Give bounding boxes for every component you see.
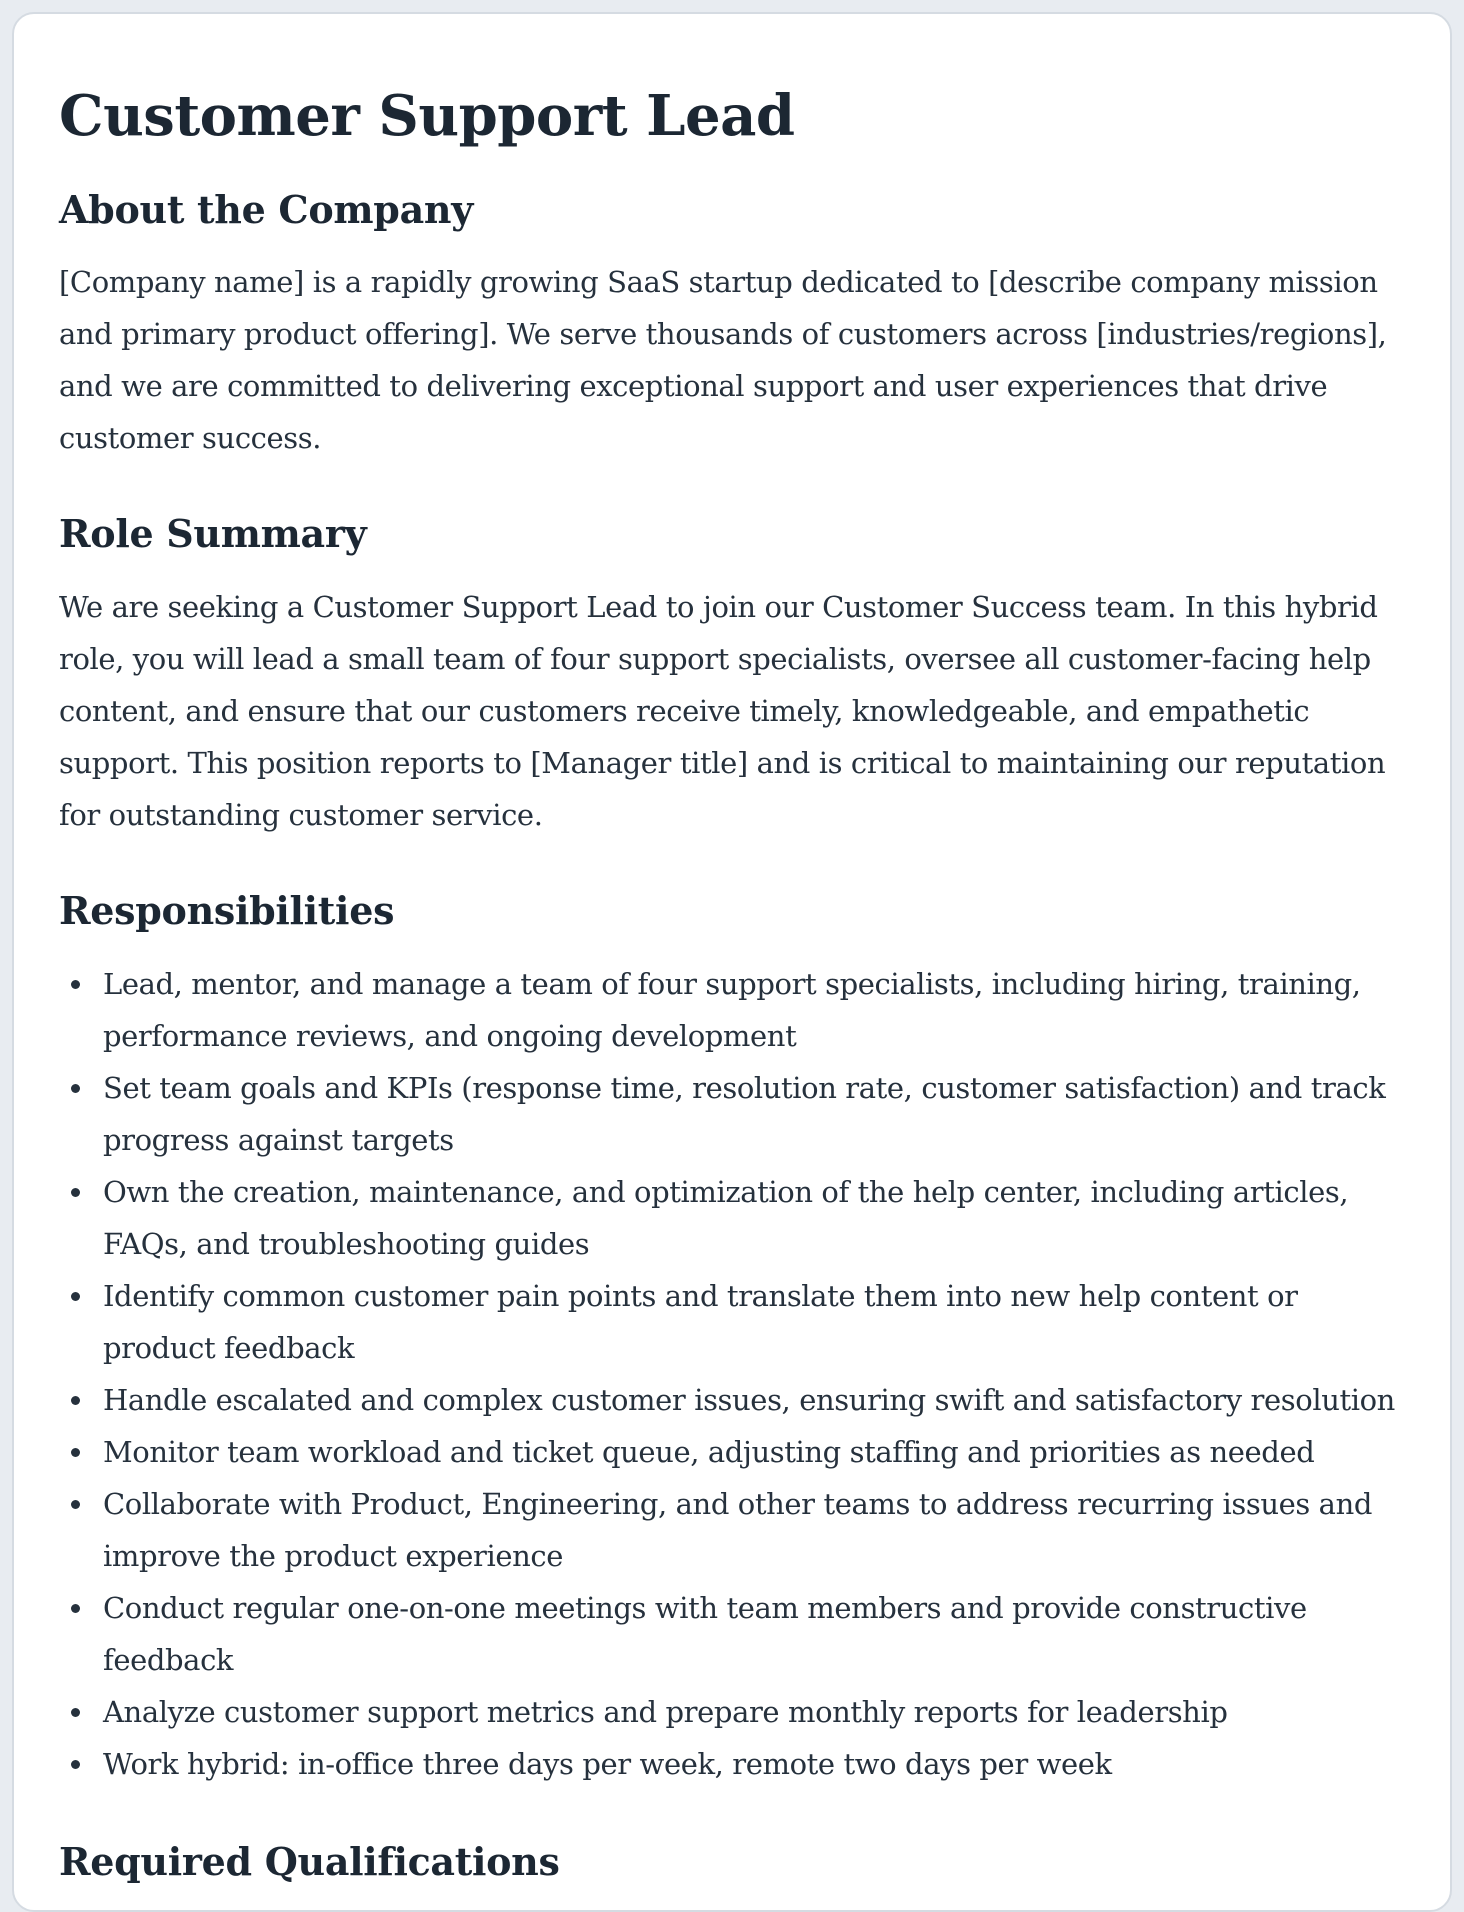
about-paragraph: [Company name] is a rapidly growing SaaS startup dedicated to [describe company mission and primary product offering]. We serve thousands of customers across [industries/regions], and we are committed to delivering exceptional support and user experiences that drive customer success.	[59, 265, 1387, 455]
section-heading-required-qualifications: Required Qualifications	[59, 1839, 560, 1884]
list-item: Lead, mentor, and manage a team of four support specialists, including hiring, training, performance reviews, and ongoing development	[103, 958, 1406, 1062]
list-item: Set team goals and KPIs (response time, resolution rate, customer satisfaction) and track progress against targets	[103, 1062, 1406, 1166]
page-title: Customer Support Lead	[59, 83, 795, 149]
list-item: Collaborate with Product, Engineering, and other teams to address recurring issues and improve the product experience	[103, 1478, 1406, 1582]
section-heading-role-summary: Role Summary	[59, 511, 367, 556]
section-heading-responsibilities: Responsibilities	[59, 888, 395, 933]
list-item: Analyze customer support metrics and prepare monthly reports for leadership	[103, 1686, 1406, 1738]
section-heading-about: About the Company	[59, 187, 473, 232]
job-description-card	[12, 12, 1452, 1912]
list-item: Monitor team workload and ticket queue, adjusting staffing and priorities as needed	[103, 1426, 1406, 1478]
list-item: Own the creation, maintenance, and optimization of the help center, including articles, FAQs, and troubleshooting guides	[103, 1166, 1406, 1270]
list-item: Work hybrid: in-office three days per week, remote two days per week	[103, 1738, 1406, 1790]
list-item: Handle escalated and complex customer issues, ensuring swift and satisfactory resolution	[103, 1374, 1406, 1426]
responsibilities-list	[59, 958, 1406, 1790]
role-summary-paragraph: We are seeking a Customer Support Lead to join our Customer Success team. In this hybrid role, you will lead a small team of four support specialists, oversee all customer-facing help content, and ensure that our customers receive timely, knowledgeable, and empathetic support. This position reports to [Manager title] and is critical to maintaining our reputation for outstanding customer service.	[59, 590, 1386, 832]
list-item: Identify common customer pain points and translate them into new help content or product feedback	[103, 1270, 1406, 1374]
list-item: Conduct regular one-on-one meetings with team members and provide constructive feedback	[103, 1582, 1406, 1686]
